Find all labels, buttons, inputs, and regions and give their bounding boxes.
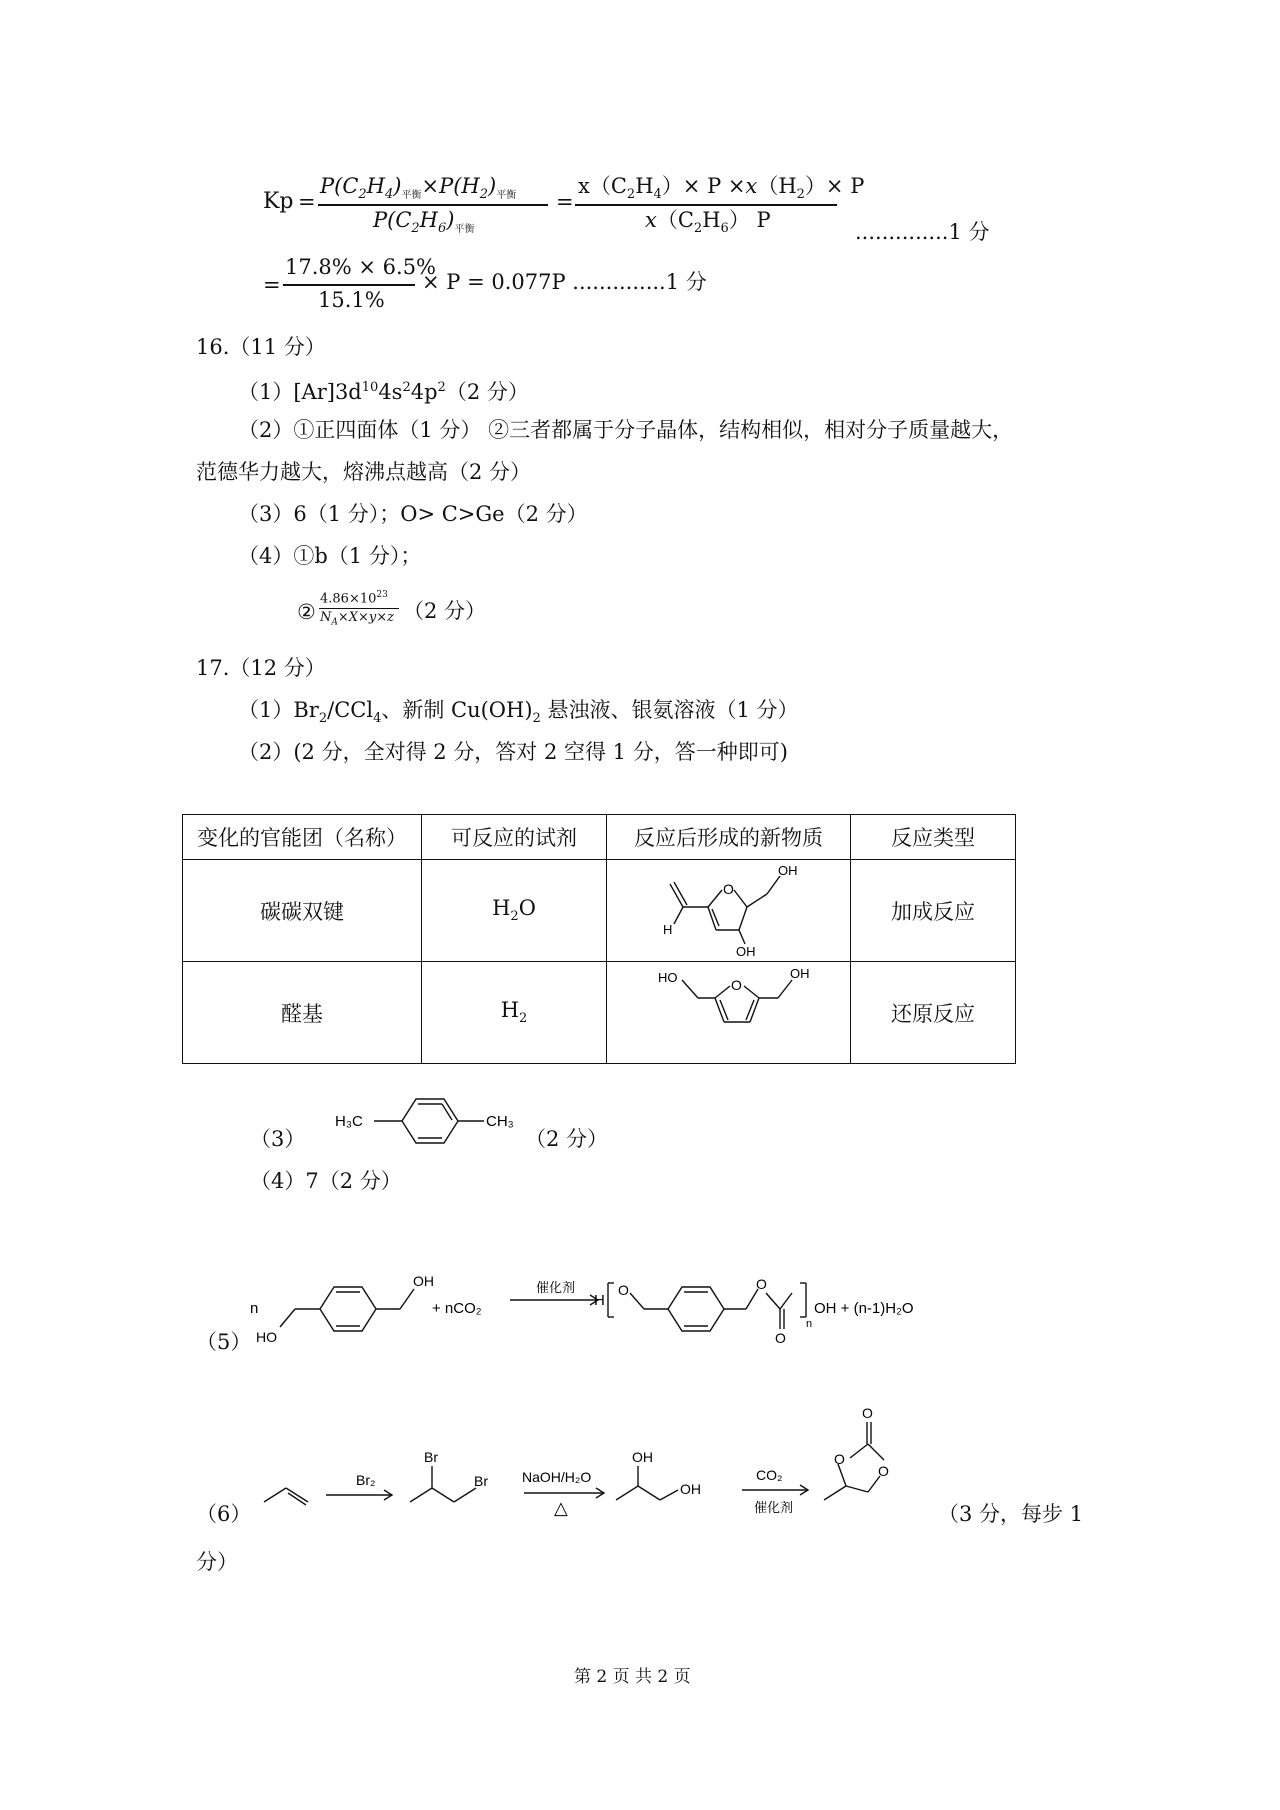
kp-result: × P = 0.077P ..............1 分 (422, 270, 707, 294)
polymerization-equation (240, 1245, 960, 1355)
table-cell-type: 加成反应 (851, 860, 1016, 962)
product-tail: OH + (n-1)H₂O (814, 1300, 914, 1317)
table-cell-reagent: $H_2$ (422, 962, 607, 1064)
page-footer: 第 2 页 共 2 页 (574, 1667, 691, 1687)
q17-part-4: （4）7（2 分） (250, 1169, 402, 1193)
table-header-row (183, 815, 1016, 860)
catalyst-label: 催化剂 (754, 1500, 794, 1515)
ester-oxygen: O (756, 1276, 767, 1292)
naoh-reagent: NaOH/H₂O (522, 1469, 592, 1485)
aldehyde-h: H (663, 922, 673, 937)
q17-part-6-score: （3 分，每步 1 (938, 1502, 1084, 1526)
bromine-label: Br (474, 1473, 488, 1489)
table-cell-group: 碳碳双键 (183, 860, 422, 962)
equals-sign-3: = (263, 273, 281, 297)
q17-heading: 17.（12 分） (196, 656, 326, 680)
heating-symbol: △ (554, 1498, 568, 1518)
kp-numerator-3: 17.8% × 6.5% (285, 255, 437, 279)
ring-oxygen: O (878, 1463, 889, 1479)
methyl-label: H₃C (335, 1113, 363, 1130)
table-row (183, 962, 1016, 1064)
density-numerator: $4.86\times 10^{23}$ (320, 590, 388, 607)
q17-part-2: （2）(2 分，全对得 2 分，答对 2 空得 1 分，答一种即可) (238, 740, 788, 764)
q16-part-1: $(1)[Ar]3d^{10}4s^24p^2(2$ 分） (238, 380, 529, 404)
score-1: ..............1 分 (855, 220, 990, 244)
equals-sign: = (298, 190, 316, 214)
co2-reagent: CO₂ (756, 1467, 783, 1483)
co2-reactant: + nCO₂ (432, 1300, 482, 1317)
catalyst-label: 催化剂 (536, 1280, 576, 1295)
functional-group-table (182, 814, 1016, 1064)
table-cell-reagent: $H_2O$ (422, 860, 607, 962)
hydroxyl-label: OH (736, 944, 756, 959)
synthesis-route (250, 1390, 930, 1530)
table-header: 可反应的试剂 (422, 815, 607, 860)
hydroxyl-label: HO (658, 970, 678, 985)
hydroxyl-label: OH (790, 966, 810, 981)
q16-part-3: （3）6（1 分）；O> C>Ge（2 分） (238, 502, 588, 526)
hydroxyl-label: OH (632, 1449, 653, 1465)
q17-part-6-score-cont: 分） (196, 1550, 238, 1574)
end-group-h: H (594, 1292, 605, 1309)
ether-oxygen: O (618, 1282, 629, 1298)
q16-part-2: （2）①正四面体（1 分） ②三者都属于分子晶体，结构相似，相对分子质量越大， (238, 418, 1014, 442)
density-fraction-bar (319, 608, 399, 609)
kp-symbol: Kp (263, 189, 294, 214)
carbonyl-oxygen: O (862, 1405, 873, 1421)
hydroxyl-label: HO (256, 1329, 277, 1345)
q17-part-3-score: （2 分） (525, 1127, 609, 1151)
kp-denominator-1: $P(C_2H_6)_{平衡}$ (373, 208, 475, 237)
hydroxyl-label: OH (680, 1481, 701, 1497)
hydration-product-structure (650, 856, 840, 959)
kp-numerator-1: $P(C_2H_4)_{平衡}\times P(H_2)_{平衡}$ (320, 174, 517, 203)
equals-sign-2: = (556, 190, 574, 214)
q17-part-1: $(1)Br_2/CCl_4$、新制 $Cu(OH)_2$ 悬浊液、银氨溶液（1 分） (238, 698, 799, 727)
table-header: 反应类型 (851, 815, 1016, 860)
density-denominator: $N_A\times X\times y\times z$ (320, 610, 395, 628)
table-header: 反应后形成的新物质 (607, 815, 851, 860)
table-header: 变化的官能团（名称） (183, 815, 422, 860)
hydroxyl-label: OH (778, 863, 798, 878)
q17-part-3: （3） (250, 1127, 306, 1151)
hydroxyl-label: OH (413, 1273, 434, 1289)
table-cell-group: 醛基 (183, 962, 422, 1064)
coefficient-n: n (250, 1300, 259, 1317)
p-xylene-structure (332, 1080, 522, 1160)
kp-denominator-2: $x(C_2H_6)$ P (645, 208, 771, 237)
ring-oxygen: O (731, 977, 742, 993)
ring-oxygen: O (723, 881, 734, 897)
kp-numerator-2: $x(C_2H_4)\times P \times x(H_2)\times P$ (578, 174, 865, 203)
table-cell-type: 还原反应 (851, 962, 1016, 1064)
q16-part-4-1: （4）①b（1 分）； (238, 544, 422, 568)
repeat-n: n (806, 1318, 813, 1330)
q17-part-5: （5） (196, 1330, 252, 1354)
reduction-product-structure (650, 958, 840, 1058)
q17-part-6: （6） (196, 1502, 252, 1526)
q16-score: （2 分） (403, 599, 487, 623)
kp-denominator-3: 15.1% (318, 288, 385, 312)
bromine-label: Br (424, 1449, 438, 1465)
q16-heading: 16.（11 分） (196, 335, 326, 359)
table-row (183, 860, 1016, 962)
ring-oxygen: O (834, 1451, 845, 1467)
bromine-reagent: Br₂ (356, 1472, 376, 1488)
q16-part-2-cont: 范德华力越大，熔沸点越高（2 分） (196, 460, 532, 484)
carbonyl-oxygen: O (775, 1330, 786, 1346)
methyl-label: CH₃ (486, 1113, 514, 1130)
